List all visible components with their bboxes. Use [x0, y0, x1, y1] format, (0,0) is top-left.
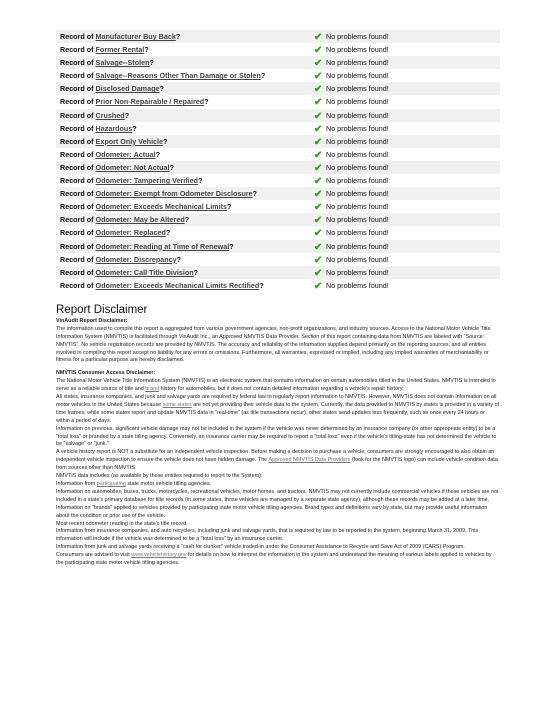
record-status: [310, 226, 500, 239]
record-suffix: ?: [132, 123, 137, 133]
nmvtis-paragraph-11: Information from junk and salvage yards receiving a "cash for clunker" vehicle traded-in under the Consumer Assistance to Recycle and Save Act of 2009 (CARS) Program.: [56, 544, 465, 551]
record-type-link[interactable]: Salvage--Reasons Other Than Damage or Stolen: [95, 71, 261, 81]
record-status: [310, 56, 500, 69]
record-suffix: ?: [226, 202, 232, 212]
status-text: No problems found!: [326, 149, 389, 159]
record-label: [56, 95, 310, 108]
text-segment: for details on how to interpret the information in the system and understand the meaning of various labels applied to vehicles by the participating state motor vehicle titling agencies.: [56, 552, 492, 567]
record-type-link[interactable]: Odometer: Call Title Division: [95, 267, 194, 277]
record-label: [56, 30, 310, 43]
record-prefix: Record of: [60, 267, 94, 277]
record-prefix: Record of: [60, 136, 94, 146]
status-text: No problems found!: [326, 162, 389, 172]
nmvtis-paragraph-3: Information on previous, significant vehicle damage may not be included in the system if the vehicle was never determined by an insurance company (or other appropriate entity) to be a "total loss" or branded by a state titling agency. Conversely, an insurance carrier may be required to report a "total loss" even if the vehicle's titling-state has not determined the vehicle to be "salvage" or "junk.": [56, 425, 497, 448]
record-row: [56, 253, 500, 266]
record-type-link[interactable]: Odometer: Discrepancy: [95, 254, 177, 264]
record-row: [56, 226, 500, 239]
record-label: [56, 161, 310, 174]
record-label: [56, 200, 310, 213]
checkmark-icon: ✔: [314, 110, 323, 122]
record-status: [310, 161, 500, 174]
record-label: [56, 279, 310, 292]
record-status: [310, 69, 500, 82]
nmvtis-paragraph-5: NMVTIS data includes (as available by those entities required to report to the System):: [56, 473, 263, 480]
record-type-link[interactable]: Odometer: Not Actual: [95, 162, 170, 172]
checkmark-icon: ✔: [314, 202, 323, 214]
record-label: [56, 82, 310, 95]
status-text: No problems found!: [326, 45, 389, 55]
record-prefix: Record of: [60, 280, 94, 290]
record-type-link[interactable]: Odometer: Exempt from Odometer Disclosure: [95, 189, 253, 199]
checkmark-icon: ✔: [314, 176, 323, 188]
record-type-link[interactable]: Odometer: Exceeds Mechanical Limits: [95, 202, 227, 212]
status-text: No problems found!: [326, 202, 389, 212]
vehiclehistory-link[interactable]: www.vehiclehistory.gov: [131, 552, 187, 559]
checkmark-icon: ✔: [314, 267, 323, 279]
record-label: [56, 266, 310, 279]
checkmark-icon: ✔: [314, 71, 323, 83]
record-type-link[interactable]: Export Only Vehicle: [95, 136, 164, 146]
status-text: No problems found!: [326, 136, 389, 146]
record-type-link[interactable]: Manufacturer Buy Back: [95, 32, 176, 41]
disclaimer-body: [56, 318, 500, 568]
checkmark-icon: ✔: [314, 189, 323, 201]
record-type-link[interactable]: Disclosed Damage: [95, 84, 160, 94]
text-segment: Information from: [56, 481, 97, 487]
record-row: [56, 122, 500, 135]
record-type-link[interactable]: Odometer: Actual: [95, 149, 156, 159]
record-row: [56, 43, 500, 56]
record-status: [310, 253, 500, 266]
status-text: No problems found!: [326, 110, 389, 120]
checkmark-icon: ✔: [314, 123, 323, 135]
status-text: No problems found!: [326, 97, 389, 107]
checkmark-icon: ✔: [314, 149, 323, 161]
record-prefix: Record of: [60, 189, 94, 199]
checkmark-icon: ✔: [314, 84, 323, 96]
record-status: [310, 213, 500, 226]
record-status: [310, 148, 500, 161]
record-status: [310, 174, 500, 187]
record-suffix: ?: [159, 84, 164, 94]
record-prefix: Record of: [60, 254, 94, 264]
checkmark-icon: ✔: [314, 215, 323, 227]
record-prefix: Record of: [60, 32, 94, 41]
record-prefix: Record of: [60, 110, 94, 120]
record-label: [56, 43, 310, 56]
record-suffix: ?: [259, 280, 264, 290]
record-row: [56, 240, 500, 253]
record-row: [56, 69, 500, 82]
disclaimer-title: Report Disclaimer: [56, 303, 148, 316]
record-label: [56, 174, 310, 187]
record-status: [310, 240, 500, 253]
nmvtis-paragraph-9: Most recent odometer reading in the state's title record.: [56, 520, 188, 527]
record-row: [56, 56, 500, 69]
record-status: [310, 30, 500, 43]
record-row: [56, 95, 500, 108]
record-label: [56, 187, 310, 200]
vinaudit-disclaimer-text: The information used to compile this report is aggregated from various government agencies, non-profit organizations, and industry sources. Access to the National Motor Vehicle Title Information System (NMVTIS) is facilitated through VinAudit Inc., an Approved NMVTIS Data Provider. Section of this report containing data from NMVTIS are labeled with "Source: NMVTIS". No vehicle registration records are provided by NMVTIS. The accuracy and reliability of the information supplied depend primarily on the reporting sources, and all entities involved in compiling this report accept no liability for any errors or omissions. Furthermore, all warranties, expressed or implied, including any implied warranties of merchantability or fitness for a particular purpose are hereby disclaimed.: [56, 325, 491, 364]
record-type-link[interactable]: Prior Non-Repairable / Repaired: [95, 97, 205, 107]
record-prefix: Record of: [60, 162, 94, 172]
status-text: No problems found!: [326, 267, 389, 277]
record-suffix: ?: [149, 58, 154, 68]
record-type-link[interactable]: Former Rental: [95, 45, 145, 55]
record-status: [310, 135, 500, 148]
record-suffix: ?: [204, 97, 209, 107]
record-suffix: ?: [175, 32, 181, 41]
nmvtis-paragraph-8: Information on "brands" applied to vehicles provided by participating state motor vehicle titling agencies. Brand types and definitions vary by state, but may provide useful information about the condition or prior use of the vehicle.: [56, 504, 488, 519]
text-segment: are not yet providing their vehicle data to the system. Currently, the data provided to NMVTIS by states is provided in a variety of time frames; while some states report and update NMVTIS data in "real-time" (as title transactions occur), other states send updates less frequently, such as once every 24 hours or within a period of days.: [56, 401, 500, 424]
status-text: No problems found!: [326, 32, 389, 41]
record-prefix: Record of: [60, 84, 94, 94]
approved-providers-link[interactable]: Approved NMVTIS Data Providers: [268, 457, 351, 464]
record-suffix: ?: [165, 228, 171, 238]
some-states-link[interactable]: some states: [162, 401, 192, 408]
record-label: [56, 253, 310, 266]
checkmark-icon: ✔: [314, 32, 323, 43]
record-label: [56, 226, 310, 239]
record-row: [56, 135, 500, 148]
record-suffix: ?: [169, 162, 174, 172]
checkmark-icon: ✔: [314, 254, 323, 266]
record-suffix: ?: [229, 241, 234, 251]
records-table: [56, 30, 500, 292]
checkmark-icon: ✔: [314, 228, 323, 240]
record-suffix: ?: [193, 267, 199, 277]
record-row: [56, 187, 500, 200]
record-type-link[interactable]: Salvage--Stolen: [95, 58, 150, 68]
record-suffix: ?: [176, 254, 182, 264]
record-row: [56, 279, 500, 292]
status-text: No problems found!: [326, 84, 389, 94]
record-row: [56, 109, 500, 122]
record-row: [56, 148, 500, 161]
checkmark-icon: ✔: [314, 58, 323, 70]
record-type-link[interactable]: Crushed: [95, 110, 125, 120]
record-type-link[interactable]: Hazardous: [95, 123, 133, 133]
record-prefix: Record of: [60, 45, 94, 55]
record-prefix: Record of: [60, 97, 94, 107]
record-row: [56, 213, 500, 226]
nmvtis-paragraph-10: Information from insurance companies, and auto recyclers, including junk and salvage yards, that is required by law to be reported to the system, beginning March 31, 2009. This information will include if the vehicle was determined to be a "total loss" by an insurance carrier.: [56, 528, 479, 543]
nmvtis-paragraph-4: [56, 449, 500, 473]
text-segment: Consumers are advised to visit: [56, 552, 132, 559]
brand-link[interactable]: brand: [145, 386, 160, 393]
record-prefix: Record of: [60, 215, 94, 225]
record-status: [310, 43, 500, 56]
record-suffix: ?: [198, 176, 203, 186]
record-suffix: ?: [163, 136, 168, 146]
record-label: [56, 122, 310, 135]
nmvtis-paragraph-6: [56, 481, 500, 489]
record-suffix: ?: [155, 149, 160, 159]
record-status: [310, 109, 500, 122]
text-segment: history for automobiles, but it does not contain detailed information regarding a vehicle's repair history.: [159, 386, 404, 393]
record-status: [310, 279, 500, 292]
record-label: [56, 56, 310, 69]
record-type-link[interactable]: Odometer: Tampering Verified: [95, 176, 199, 186]
status-text: No problems found!: [326, 254, 389, 264]
record-type-link[interactable]: Odometer: Reading at Time of Renewal: [95, 241, 230, 251]
record-prefix: Record of: [60, 176, 94, 186]
record-row: [56, 30, 500, 43]
record-suffix: ?: [252, 189, 257, 199]
text-segment: A vehicle history report is NOT a substitute for an independent vehicle inspection. Before making a decision to purchase a vehicle, consumers are strongly encouraged to also obtain an independent vehicle inspection to ensure the vehicle does not have hidden damage. The: [56, 449, 495, 464]
record-row: [56, 266, 500, 279]
record-row: [56, 174, 500, 187]
nmvtis-paragraph-1: [56, 378, 500, 394]
checkmark-icon: ✔: [314, 97, 323, 109]
record-label: [56, 135, 310, 148]
status-text: No problems found!: [326, 71, 389, 81]
record-type-link[interactable]: Odometer: Replaced: [95, 228, 166, 238]
status-text: No problems found!: [326, 123, 389, 133]
status-text: No problems found!: [326, 228, 389, 238]
record-prefix: Record of: [60, 241, 94, 251]
record-row: [56, 161, 500, 174]
status-text: No problems found!: [326, 58, 389, 68]
text-segment: (look for the NMVTIS logo) can include vehicle condition data from sources other than NMVTIS.: [56, 457, 498, 472]
status-text: No problems found!: [326, 189, 389, 199]
record-row: [56, 200, 500, 213]
record-status: [310, 95, 500, 108]
text-segment: All states, insurance companies, and junk and salvage yards are required by federal law to regularly report information to NMVTIS. However, NMVTIS does not contain information on all motor vehicles in the United States because: [56, 394, 497, 408]
status-text: No problems found!: [326, 215, 389, 225]
record-label: [56, 109, 310, 122]
text-segment: The National Motor Vehicle Title Information System (NMVTIS) is an electronic system that contains information on certain automobiles titled in the United States. NMVTIS is intended to serve as a reliable source of title and: [56, 378, 496, 393]
record-label: [56, 240, 310, 253]
record-prefix: Record of: [60, 202, 94, 212]
record-type-link[interactable]: Odometer: Exceeds Mechanical Limits Rectified: [95, 280, 260, 290]
nmvtis-paragraph-2: [56, 394, 500, 426]
record-status: [310, 200, 500, 213]
checkmark-icon: ✔: [314, 280, 323, 292]
record-row: [56, 82, 500, 95]
text-segment: state motor vehicle titling agencies.: [125, 481, 212, 487]
record-status: [310, 266, 500, 279]
vinaudit-disclaimer-heading: VinAudit Report Disclaimer:: [56, 317, 128, 324]
status-text: No problems found!: [326, 241, 389, 251]
status-text: No problems found!: [326, 280, 389, 290]
status-text: No problems found!: [326, 176, 389, 186]
checkmark-icon: ✔: [314, 241, 323, 253]
record-prefix: Record of: [60, 71, 94, 81]
record-label: [56, 213, 310, 226]
nmvtis-paragraph-12: [56, 552, 500, 568]
record-suffix: ?: [124, 110, 130, 120]
nmvtis-paragraph-7: Information on automobiles, buses, trucks, motorcycles, recreational vehicles, motor homes, and tractors. NMVTIS may not currently include commercial vehicles if those vehicles are not included in a state's primary database for title records (in some states, those vehicles are managed by a separate state agency), although these records may be added at a later time.: [56, 488, 499, 503]
record-type-link[interactable]: Odometer: May be Altered: [95, 215, 185, 225]
record-suffix: ?: [260, 71, 266, 81]
record-label: [56, 69, 310, 82]
record-label: [56, 148, 310, 161]
record-suffix: ?: [144, 45, 149, 55]
nmvtis-disclaimer-heading: NMVTIS Consumer Access Disclaimer:: [56, 370, 156, 377]
record-prefix: Record of: [60, 123, 94, 133]
participating-link[interactable]: participating: [96, 481, 126, 487]
record-status: [310, 122, 500, 135]
checkmark-icon: ✔: [314, 136, 323, 148]
record-status: [310, 82, 500, 95]
record-prefix: Record of: [60, 58, 94, 68]
record-prefix: Record of: [60, 149, 94, 159]
record-prefix: Record of: [60, 228, 94, 238]
checkmark-icon: ✔: [314, 45, 323, 57]
record-suffix: ?: [184, 215, 190, 225]
report-disclaimer: [56, 304, 500, 568]
record-status: [310, 187, 500, 200]
checkmark-icon: ✔: [314, 162, 323, 174]
